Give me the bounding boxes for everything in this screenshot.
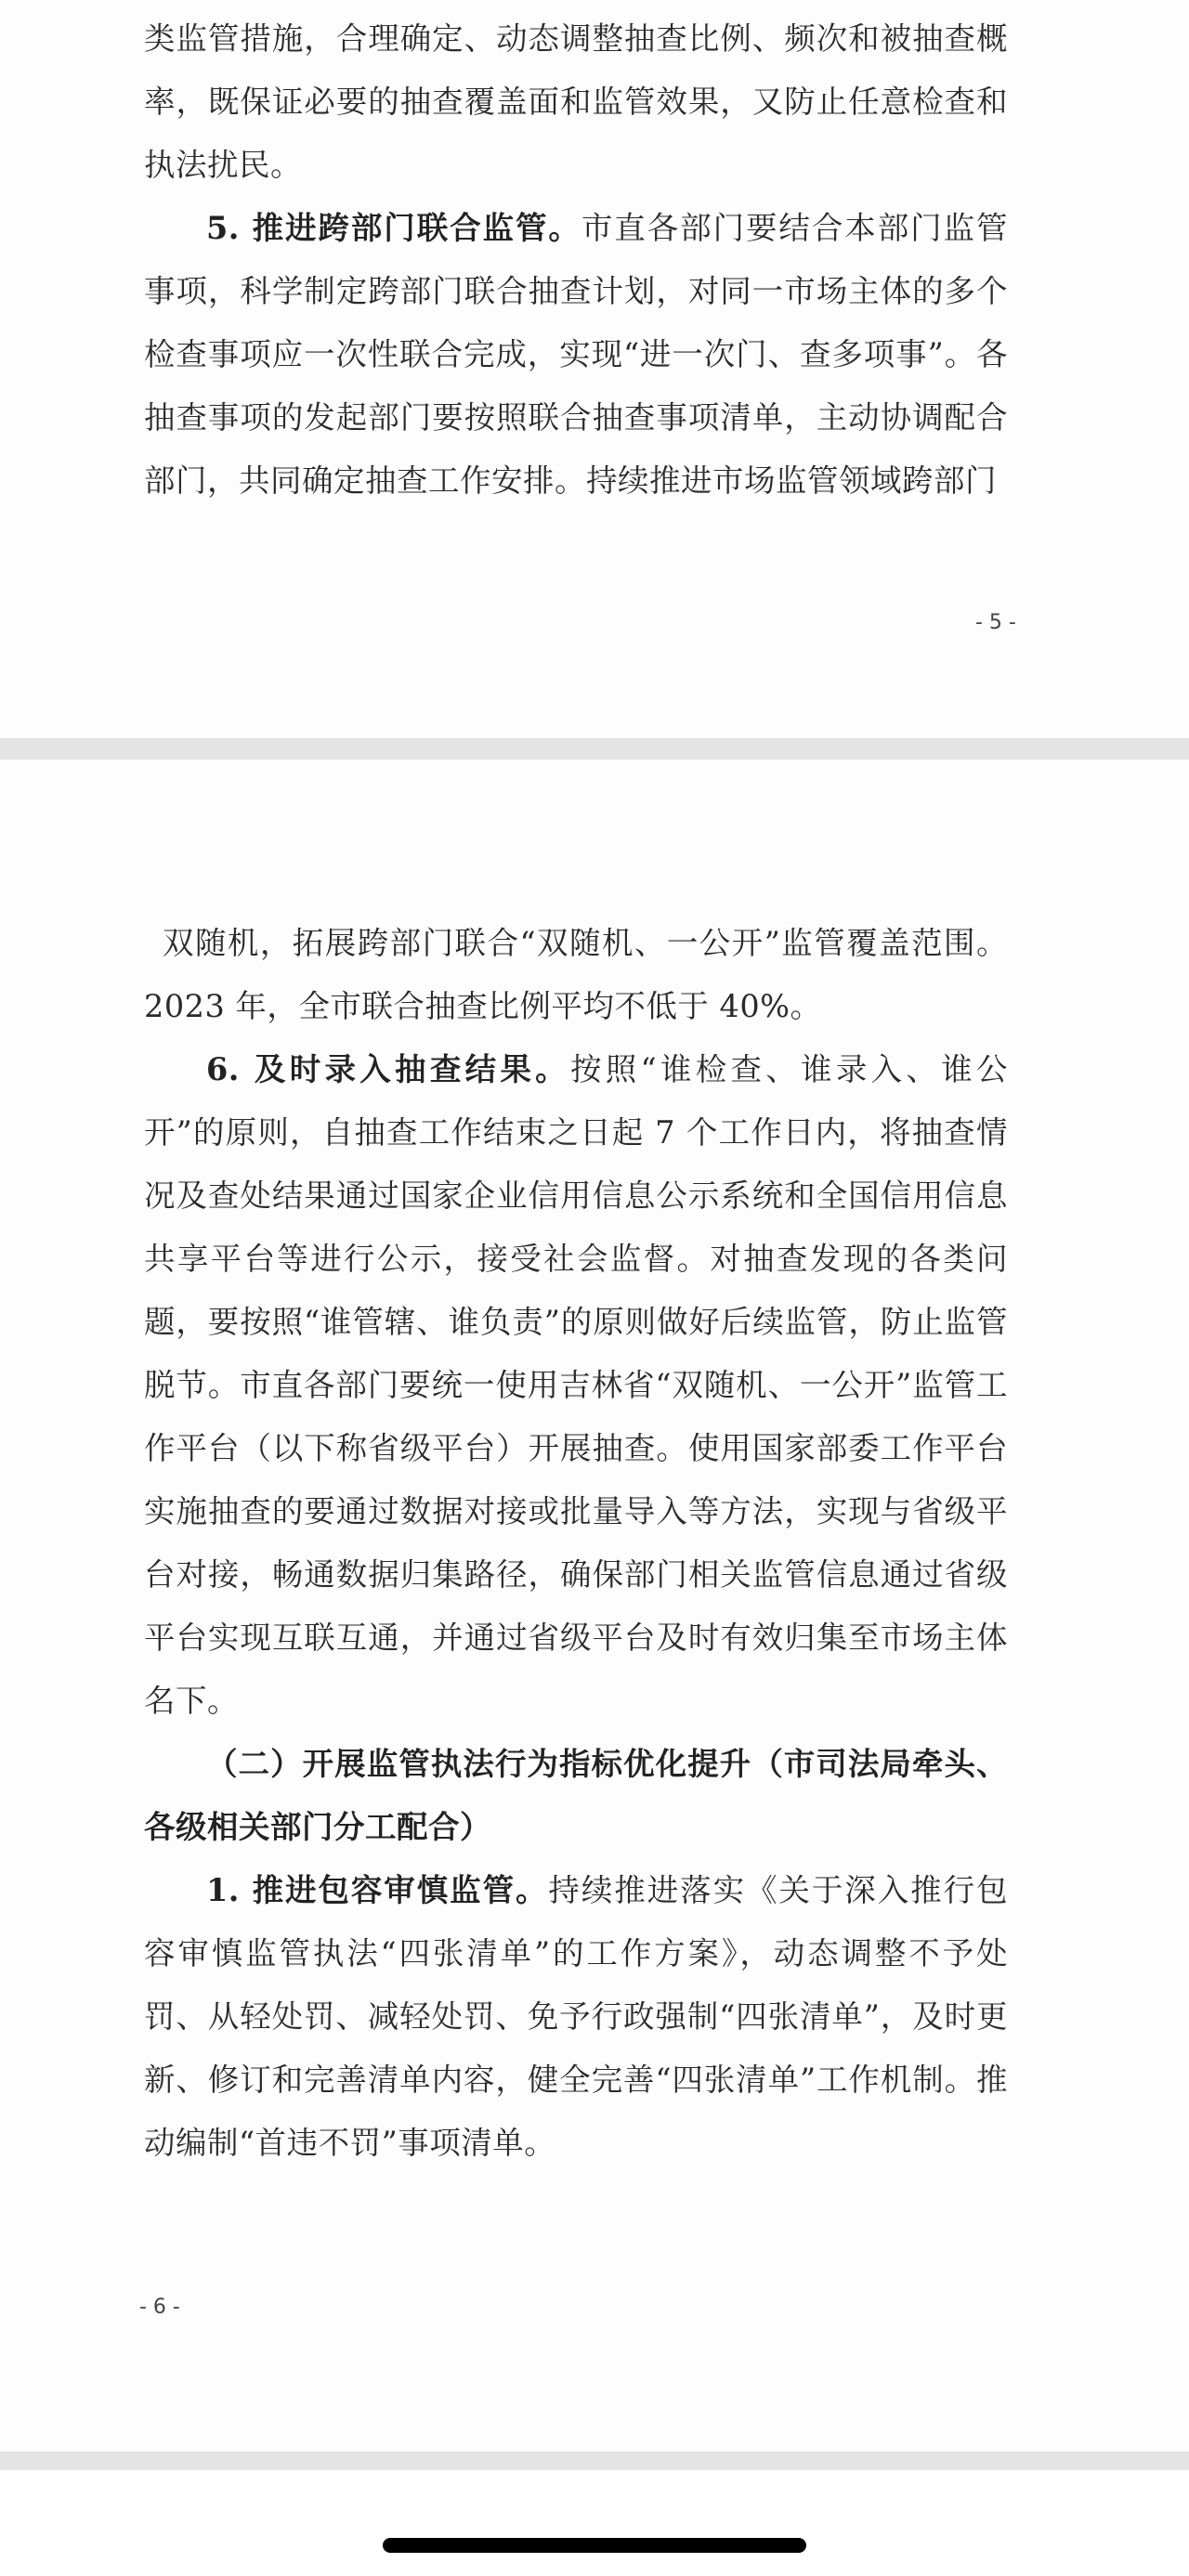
item-1-title: 1. 推进包容审慎监管。 [206, 1872, 549, 1908]
item-6-title: 6. 及时录入抽查结果。 [206, 1051, 570, 1087]
paragraph-continued-from-page-5: 双随机，拓展跨部门联合“双随机、一公开”监管覆盖范围。2023 年，全市联合抽查比例平均不低于 40%。 [144, 925, 1008, 1024]
section-heading-2: （二）开展监管执法行为指标优化提升（市司法局牵头、各级相关部门分工配合） [144, 1746, 1008, 1845]
paragraph-item-6 [144, 1038, 1008, 1733]
item-1-body: 持续推进落实《关于深入推行包容审慎监管执法“四张清单”的工作方案》，动态调整不予处罚、从轻处罚、减轻处罚、免予行政强制“四张清单”，及时更新、修订和完善清单内容，健全完善“四张清单”工作机制。推动编制“首违不罚”事项清单。 [144, 1872, 1008, 2161]
document-page-5 [0, 0, 1189, 738]
document-page-6 [0, 760, 1189, 2452]
page-number-6: - 6 - [139, 2296, 180, 2319]
item-6-body: 按照“谁检查、谁录入、谁公开”的原则，自抽查工作结束之日起 7 个工作日内，将抽查情况及查处结果通过国家企业信用信息公示系统和全国信用信息共享平台等进行公示，接受社会监督。对抽查发现的各类问题，要按照“谁管辖、谁负责”的原则做好后续监管，防止监管脱节。市直各部门要统一使用吉林省“双随机、一公开”监管工作平台（以下称省级平台）开展抽查。使用国家部委工作平台实施抽查的要通过数据对接或批量导入等方法，实现与省级平台对接，畅通数据归集路径，确保部门相关监管信息通过省级平台实现互联互通，并通过省级平台及时有效归集至市场主体名下。 [144, 1051, 1008, 1719]
paragraph-item-1 [144, 1859, 1008, 2175]
item-5-body: 市直各部门要结合本部门监管事项，科学制定跨部门联合抽查计划，对同一市场主体的多个检查事项应一次性联合完成，实现“进一次门、查多项事”。各抽查事项的发起部门要按照联合抽查事项清单，主动协调配合部门，共同确定抽查工作安排。持续推进市场监管领域跨部门 [144, 210, 1009, 499]
page-separator-bottom [0, 2452, 1189, 2470]
home-indicator-bar[interactable] [383, 2538, 806, 2553]
page-separator [0, 738, 1189, 760]
page-number-5: - 5 - [975, 611, 1016, 634]
paragraph-item-5 [144, 197, 1008, 513]
paragraph-continued-from-page-4: 类监管措施，合理确定、动态调整抽查比例、频次和被抽查概率，既保证必要的抽查覆盖面和监管效果，又防止任意检查和执法扰民。 [144, 20, 1008, 183]
item-5-title: 5. 推进跨部门联合监管。 [206, 210, 581, 246]
